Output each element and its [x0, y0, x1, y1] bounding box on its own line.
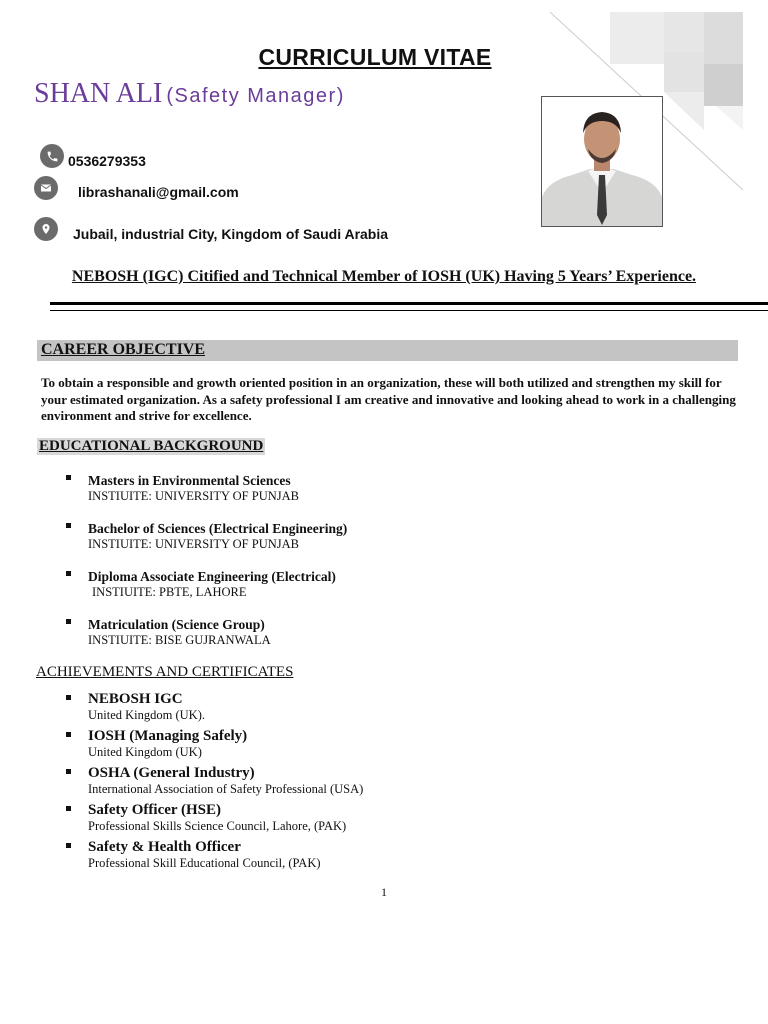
- bullet: [66, 732, 71, 737]
- certificate-issuer: Professional Skills Science Council, Lahore, (PAK): [88, 819, 347, 833]
- career-objective-text: To obtain a responsible and growth oriented position in an organization, these will both utilized and strengthen my skill for your estimated organization. As a safety professional I am creative and innovative and looking ahead to work in a challenging environment and strive for excellence.: [41, 375, 736, 423]
- profile-photo: [541, 96, 663, 227]
- certificate-issuer: International Association of Safety Professional (USA): [88, 782, 364, 796]
- header-divider-thin: [50, 310, 768, 311]
- profile-headline: NEBOSH (IGC) Citified and Technical Member of IOSH (UK) Having 5 Years’ Experience.: [71, 268, 697, 285]
- phone-number[interactable]: 0536279353: [68, 153, 146, 169]
- degree: Masters in Environmental Sciences: [88, 473, 291, 488]
- institute: INSTIUITE: UNIVERSITY OF PUNJAB: [88, 537, 299, 551]
- education-heading: EDUCATIONAL BACKGROUND: [39, 438, 264, 454]
- header-divider-thick: [50, 302, 768, 305]
- institute: INSTIUITE: BISE GUJRANWALA: [88, 633, 271, 647]
- certificate-name: NEBOSH IGC: [88, 691, 183, 707]
- location-pin-icon: [34, 217, 58, 241]
- career-objective-heading: CAREER OBJECTIVE: [41, 341, 206, 358]
- candidate-name: [34, 78, 345, 110]
- degree: Diploma Associate Engineering (Electrical): [88, 569, 336, 584]
- degree: Matriculation (Science Group): [88, 617, 265, 632]
- certificate-name: Safety & Health Officer: [88, 839, 241, 855]
- bullet: [66, 769, 71, 774]
- bullet: [66, 695, 71, 700]
- certificate-name: OSHA (General Industry): [88, 765, 255, 781]
- institute: INSTIUITE: PBTE, LAHORE: [92, 585, 247, 599]
- email-address[interactable]: librashanali@gmail.com: [78, 184, 239, 200]
- page-number: 1: [381, 885, 387, 899]
- bullet: [66, 806, 71, 811]
- institute: INSTIUITE: UNIVERSITY OF PUNJAB: [88, 489, 299, 503]
- job-role: (Safety Manager): [166, 85, 345, 107]
- certificate-name: Safety Officer (HSE): [88, 802, 222, 818]
- name-text: SHAN ALI: [34, 78, 163, 109]
- phone-icon: [40, 144, 64, 168]
- address: Jubail, industrial City, Kingdom of Saudi Arabia: [73, 226, 389, 242]
- mail-icon: [34, 176, 58, 200]
- document-title: CURRICULUM VITAE: [258, 44, 492, 70]
- certificate-issuer: Professional Skill Educational Council, (PAK): [88, 856, 321, 870]
- bullet: [66, 523, 71, 528]
- bullet: [66, 571, 71, 576]
- achievements-heading: ACHIEVEMENTS AND CERTIFICATES: [36, 664, 294, 680]
- certificate-issuer: United Kingdom (UK).: [88, 708, 205, 722]
- bullet: [66, 475, 71, 480]
- bullet: [66, 843, 71, 848]
- bullet: [66, 619, 71, 624]
- degree: Bachelor of Sciences (Electrical Engineering): [88, 521, 348, 536]
- certificate-name: IOSH (Managing Safely): [88, 728, 248, 744]
- certificate-issuer: United Kingdom (UK): [88, 745, 202, 759]
